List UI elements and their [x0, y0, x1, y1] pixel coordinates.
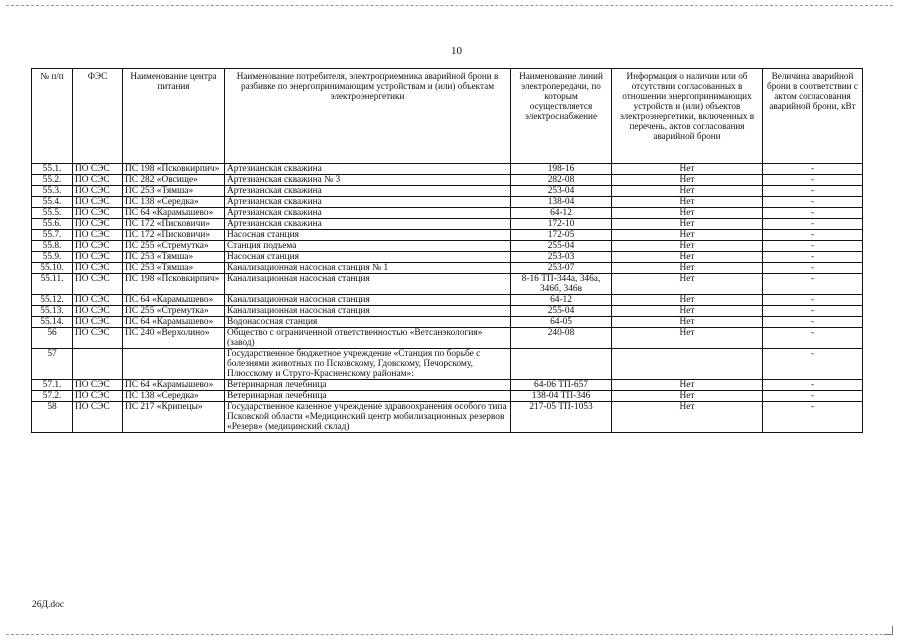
- row-consumer: Ветеринарная лечебница: [225, 380, 511, 391]
- row-agreement-info: Нет: [612, 241, 763, 252]
- row-agreement-info: Нет: [612, 230, 763, 241]
- row-number: 55.1.: [32, 164, 73, 175]
- col-header-fes: ФЭС: [73, 69, 123, 164]
- row-number: 58: [32, 402, 73, 433]
- row-agreement-info: Нет: [612, 295, 763, 306]
- row-agreement-info: Нет: [612, 219, 763, 230]
- row-agreement-info: Нет: [612, 317, 763, 328]
- bottom-scan-edge: [6, 634, 893, 635]
- row-reserve-value: -: [763, 175, 863, 186]
- row-power-center: ПС 255 «Стремутка»: [123, 306, 225, 317]
- table-row: [32, 274, 863, 295]
- row-number: 55.8.: [32, 241, 73, 252]
- row-power-line: 253-07: [511, 263, 612, 274]
- row-number: 55.5.: [32, 208, 73, 219]
- row-power-line: 217-05 ТП-1053: [511, 402, 612, 433]
- row-number: 55.9.: [32, 252, 73, 263]
- row-fes: [73, 349, 123, 380]
- row-power-line: [511, 349, 612, 380]
- row-reserve-value: -: [763, 219, 863, 230]
- row-power-line: 64-06 ТП-657: [511, 380, 612, 391]
- row-power-line: 255-04: [511, 241, 612, 252]
- row-agreement-info: Нет: [612, 402, 763, 433]
- row-agreement-info: Нет: [612, 164, 763, 175]
- row-consumer: Артезианская скважина: [225, 219, 511, 230]
- row-power-center: ПС 64 «Карамышево»: [123, 317, 225, 328]
- row-fes: ПО СЭС: [73, 208, 123, 219]
- row-number: 55.2.: [32, 175, 73, 186]
- row-fes: ПО СЭС: [73, 175, 123, 186]
- row-consumer: Насосная станция: [225, 230, 511, 241]
- row-consumer: Государственное бюджетное учреждение «Станция по борьбе с болезнями животных по Псковскому, Гдовскому, Печорскому, Плюсскому и Струго-Красненскому районам»:: [225, 349, 511, 380]
- row-consumer: Канализационная насосная станция: [225, 274, 511, 295]
- row-consumer: Артезианская скважина: [225, 197, 511, 208]
- row-power-line: 8-16 ТП-344а, 346а, 346б, 346в: [511, 274, 612, 295]
- row-consumer: Артезианская скважина: [225, 164, 511, 175]
- row-power-center: [123, 349, 225, 380]
- row-power-center: ПС 172 «Писковичи»: [123, 219, 225, 230]
- row-reserve-value: -: [763, 295, 863, 306]
- row-agreement-info: Нет: [612, 197, 763, 208]
- row-consumer: Насосная станция: [225, 252, 511, 263]
- table-row: [32, 164, 863, 175]
- row-power-center: ПС 253 «Тямша»: [123, 252, 225, 263]
- row-agreement-info: Нет: [612, 252, 763, 263]
- table-row: [32, 175, 863, 186]
- row-reserve-value: -: [763, 349, 863, 380]
- footer-filename: 26Д.doc: [32, 600, 65, 610]
- table-row: [32, 391, 863, 402]
- row-fes: ПО СЭС: [73, 230, 123, 241]
- row-number: 55.14.: [32, 317, 73, 328]
- row-reserve-value: -: [763, 252, 863, 263]
- row-fes: ПО СЭС: [73, 380, 123, 391]
- row-fes: ПО СЭС: [73, 241, 123, 252]
- row-reserve-value: -: [763, 317, 863, 328]
- row-consumer: Канализационная насосная станция № 1: [225, 263, 511, 274]
- row-number: 55.4.: [32, 197, 73, 208]
- row-power-center: ПС 198 «Псковкирпич»: [123, 164, 225, 175]
- row-number: 57.1.: [32, 380, 73, 391]
- table-row: [32, 241, 863, 252]
- row-reserve-value: -: [763, 197, 863, 208]
- row-number: 55.12.: [32, 295, 73, 306]
- row-power-center: ПС 240 «Верхолино»: [123, 328, 225, 349]
- row-reserve-value: -: [763, 402, 863, 433]
- row-power-center: ПС 282 «Овсище»: [123, 175, 225, 186]
- row-power-line: 198-16: [511, 164, 612, 175]
- table-row: [32, 380, 863, 391]
- row-reserve-value: -: [763, 274, 863, 295]
- row-reserve-value: -: [763, 380, 863, 391]
- row-power-line: 253-03: [511, 252, 612, 263]
- row-reserve-value: -: [763, 186, 863, 197]
- row-fes: ПО СЭС: [73, 219, 123, 230]
- row-consumer: Ветеринарная лечебница: [225, 391, 511, 402]
- table-row: [32, 402, 863, 433]
- table-row: [32, 219, 863, 230]
- row-power-line: 253-04: [511, 186, 612, 197]
- row-number: 55.13.: [32, 306, 73, 317]
- row-reserve-value: -: [763, 208, 863, 219]
- table-body: [32, 164, 863, 433]
- page-number: 10: [451, 45, 462, 57]
- page-corner-mark: [884, 626, 893, 635]
- col-header-reserve-value: Величина аварийной брони в соответствии с актом согласования аварийной брони, кВт: [763, 69, 863, 164]
- table-row: [32, 186, 863, 197]
- row-reserve-value: -: [763, 230, 863, 241]
- col-header-power-lines: Наименование линий электропередачи, по которым осуществляется электроснабжение: [511, 69, 612, 164]
- row-power-center: ПС 64 «Карамышево»: [123, 380, 225, 391]
- table-row: [32, 208, 863, 219]
- table-row: [32, 263, 863, 274]
- col-header-consumer: Наименование потребителя, электроприемника аварийной брони в разбивке по энергопринимающим устройствам и (или) объектам электроэнергетики: [225, 69, 511, 164]
- row-fes: ПО СЭС: [73, 328, 123, 349]
- row-agreement-info: Нет: [612, 380, 763, 391]
- row-fes: ПО СЭС: [73, 197, 123, 208]
- row-power-line: 64-05: [511, 317, 612, 328]
- row-fes: ПО СЭС: [73, 164, 123, 175]
- row-reserve-value: -: [763, 328, 863, 349]
- row-power-center: ПС 64 «Карамышево»: [123, 208, 225, 219]
- row-consumer: Станция подъема: [225, 241, 511, 252]
- row-agreement-info: Нет: [612, 391, 763, 402]
- row-number: 55.11.: [32, 274, 73, 295]
- row-fes: ПО СЭС: [73, 274, 123, 295]
- row-agreement-info: Нет: [612, 186, 763, 197]
- table-row: [32, 317, 863, 328]
- table-row: [32, 328, 863, 349]
- row-reserve-value: -: [763, 306, 863, 317]
- table-row: [32, 306, 863, 317]
- row-power-center: ПС 253 «Тямша»: [123, 186, 225, 197]
- row-power-center: ПС 255 «Стремутка»: [123, 241, 225, 252]
- row-agreement-info: Нет: [612, 175, 763, 186]
- row-consumer: Канализационная насосная станция: [225, 306, 511, 317]
- reserve-table: [31, 68, 863, 433]
- row-number: 57: [32, 349, 73, 380]
- row-number: 55.3.: [32, 186, 73, 197]
- row-agreement-info: Нет: [612, 274, 763, 295]
- row-number: 55.7.: [32, 230, 73, 241]
- row-power-center: ПС 198 «Псковкирпич»: [123, 274, 225, 295]
- row-power-line: 64-12: [511, 295, 612, 306]
- row-consumer: Артезианская скважина: [225, 186, 511, 197]
- row-fes: ПО СЭС: [73, 295, 123, 306]
- col-header-agreement-info: Информация о наличии или об отсутствии согласованных в отношении энергопринимающих устройств и (или) объектов электроэнергетики, включенных в перечень, актов согласования аварийной брони: [612, 69, 763, 164]
- row-power-line: 240-08: [511, 328, 612, 349]
- row-power-line: 172-05: [511, 230, 612, 241]
- row-fes: ПО СЭС: [73, 402, 123, 433]
- row-reserve-value: -: [763, 391, 863, 402]
- row-power-center: ПС 138 «Середка»: [123, 391, 225, 402]
- row-fes: ПО СЭС: [73, 306, 123, 317]
- row-number: 56: [32, 328, 73, 349]
- row-consumer: Артезианская скважина: [225, 208, 511, 219]
- table-row: [32, 252, 863, 263]
- top-scan-edge: [6, 5, 893, 6]
- row-consumer: Общество с ограниченной ответственностью «Ветсанэкология» (завод): [225, 328, 511, 349]
- row-agreement-info: Нет: [612, 328, 763, 349]
- row-power-line: 282-08: [511, 175, 612, 186]
- col-header-power-center: Наименование центра питания: [123, 69, 225, 164]
- row-power-center: ПС 64 «Карамышево»: [123, 295, 225, 306]
- row-power-line: 138-04: [511, 197, 612, 208]
- row-fes: ПО СЭС: [73, 252, 123, 263]
- row-consumer: Канализационная насосная станция: [225, 295, 511, 306]
- row-fes: ПО СЭС: [73, 391, 123, 402]
- table-row: [32, 295, 863, 306]
- row-agreement-info: Нет: [612, 263, 763, 274]
- row-fes: ПО СЭС: [73, 263, 123, 274]
- row-agreement-info: Нет: [612, 208, 763, 219]
- row-agreement-info: Нет: [612, 306, 763, 317]
- row-reserve-value: -: [763, 263, 863, 274]
- row-power-line: 255-04: [511, 306, 612, 317]
- row-number: 55.10.: [32, 263, 73, 274]
- row-reserve-value: -: [763, 241, 863, 252]
- row-fes: ПО СЭС: [73, 186, 123, 197]
- row-power-center: ПС 253 «Тямша»: [123, 263, 225, 274]
- row-power-line: 64-12: [511, 208, 612, 219]
- row-fes: ПО СЭС: [73, 317, 123, 328]
- col-header-number: № п/п: [32, 69, 73, 164]
- row-number: 55.6.: [32, 219, 73, 230]
- table-row: [32, 230, 863, 241]
- row-consumer: Артезианская скважина № 3: [225, 175, 511, 186]
- row-power-center: ПС 217 «Крипецы»: [123, 402, 225, 433]
- row-power-line: 138-04 ТП-346: [511, 391, 612, 402]
- header-row: [32, 69, 863, 164]
- row-agreement-info: [612, 349, 763, 380]
- row-consumer: Водонасосная станция: [225, 317, 511, 328]
- row-power-center: ПС 138 «Середка»: [123, 197, 225, 208]
- row-consumer: Государственное казенное учреждение здравоохранения особого типа Псковской области «Медицинский центр мобилизационных резервов «Резерв» (медицинский склад): [225, 402, 511, 433]
- row-reserve-value: -: [763, 164, 863, 175]
- row-number: 57.2.: [32, 391, 73, 402]
- table-row: [32, 349, 863, 380]
- row-power-line: 172-10: [511, 219, 612, 230]
- row-power-center: ПС 172 «Писковичи»: [123, 230, 225, 241]
- table-row: [32, 197, 863, 208]
